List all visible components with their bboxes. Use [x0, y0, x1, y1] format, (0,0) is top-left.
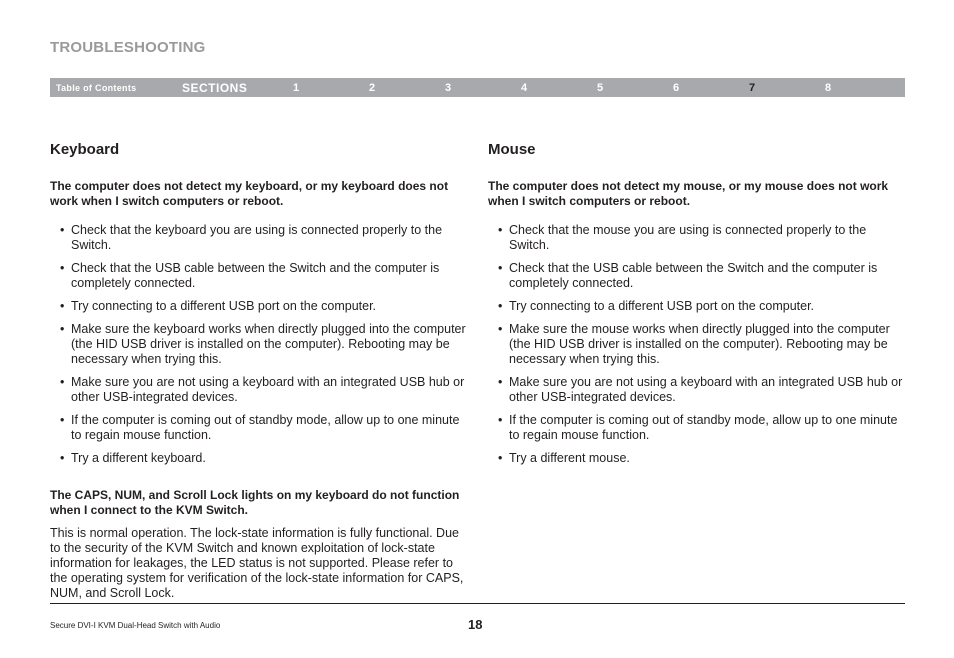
lock-lights-question: The CAPS, NUM, and Scroll Lock lights on my keyboard do not function when I connect to the KVM Switch.	[50, 488, 460, 517]
page-number: 18	[468, 617, 483, 632]
list-item: • Make sure you are not using a keyboard with an integrated USB hub or other USB-integrated devices.	[488, 375, 908, 405]
keyboard-checklist	[50, 223, 470, 466]
list-item: • If the computer is coming out of standby mode, allow up to one minute to regain mouse function.	[50, 413, 470, 443]
section-link-5[interactable]: 5	[597, 82, 604, 94]
list-item: • Try a different keyboard.	[50, 451, 470, 466]
list-item: • If the computer is coming out of standby mode, allow up to one minute to regain mouse function.	[488, 413, 908, 443]
section-link-4[interactable]: 4	[521, 82, 528, 94]
section-link-3[interactable]: 3	[445, 82, 452, 94]
list-item: • Make sure you are not using a keyboard with an integrated USB hub or other USB-integrated devices.	[50, 375, 470, 405]
sections-label: SECTIONS	[182, 81, 248, 95]
section-link-6[interactable]: 6	[673, 82, 680, 94]
list-item: • Try a different mouse.	[488, 451, 908, 466]
list-item: • Try connecting to a different USB port on the computer.	[50, 299, 470, 314]
mouse-checklist	[488, 223, 908, 466]
mouse-question: The computer does not detect my mouse, or my mouse does not work when I switch computers or reboot.	[488, 179, 889, 208]
section-nav-bar	[50, 78, 905, 97]
list-item: • Try connecting to a different USB port on the computer.	[488, 299, 908, 314]
list-item: • Make sure the mouse works when directly plugged into the computer (the HID USB driver is installed on the computer). Rebooting may be necessary when trying this.	[488, 322, 908, 367]
lock-lights-answer: This is normal operation. The lock-state information is fully functional. Due to the security of the KVM Switch and known exploitation of lock-state information for leakages, the LED status is not supported. Please refer to the operating system for verification of the lock-state information for CAPS, NUM, and Scroll Lock.	[50, 526, 464, 600]
footer-divider	[50, 603, 905, 604]
section-link-7-active[interactable]: 7	[749, 82, 756, 94]
list-item: • Check that the mouse you are using is connected properly to the Switch.	[488, 223, 908, 253]
table-of-contents-link[interactable]: Table of Contents	[56, 83, 137, 93]
keyboard-question: The computer does not detect my keyboard, or my keyboard does not work when I switch computers or reboot.	[50, 179, 449, 208]
section-link-2[interactable]: 2	[369, 82, 376, 94]
keyboard-column	[50, 139, 470, 601]
mouse-heading: Mouse	[488, 141, 536, 158]
section-link-1[interactable]: 1	[293, 82, 300, 94]
list-item: • Check that the USB cable between the Switch and the computer is completely connected.	[488, 261, 908, 291]
list-item: • Check that the USB cable between the Switch and the computer is completely connected.	[50, 261, 470, 291]
section-title: TROUBLESHOOTING	[50, 39, 206, 56]
section-link-8[interactable]: 8	[825, 82, 832, 94]
list-item: • Make sure the keyboard works when directly plugged into the computer (the HID USB driver is installed on the computer). Rebooting may be necessary when trying this.	[50, 322, 470, 367]
footer-product-name: Secure DVI-I KVM Dual-Head Switch with Audio	[50, 621, 221, 630]
keyboard-heading: Keyboard	[50, 141, 120, 158]
mouse-column	[488, 139, 908, 474]
list-item: • Check that the keyboard you are using is connected properly to the Switch.	[50, 223, 470, 253]
